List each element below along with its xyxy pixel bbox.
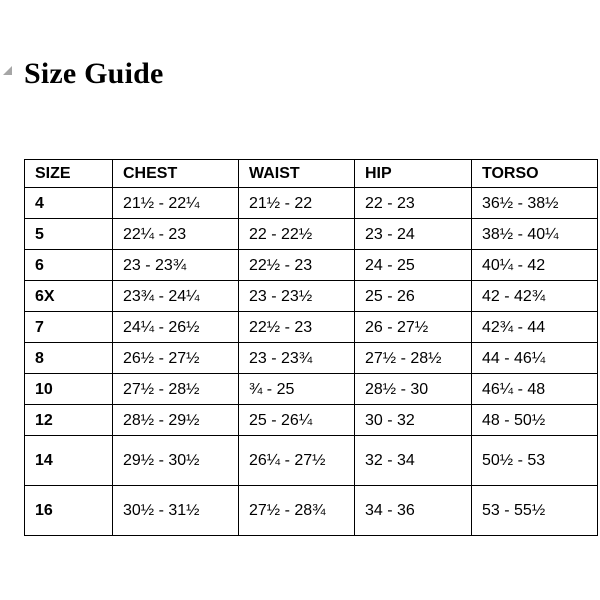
torso-cell: 53 - 55½: [472, 486, 598, 536]
header-waist: WAIST: [239, 160, 355, 188]
hip-cell: 28½ - 30: [355, 374, 472, 405]
hip-cell: 24 - 25: [355, 250, 472, 281]
torso-cell: 44 - 46¼: [472, 343, 598, 374]
hip-cell: 25 - 26: [355, 281, 472, 312]
torso-cell: 40¼ - 42: [472, 250, 598, 281]
hip-cell: 34 - 36: [355, 486, 472, 536]
table-row: [25, 405, 598, 436]
size-cell: 8: [25, 343, 113, 374]
waist-cell: 22 - 22½: [239, 219, 355, 250]
size-cell: 10: [25, 374, 113, 405]
chest-cell: 21½ - 22¼: [113, 188, 239, 219]
torso-cell: 38½ - 40¼: [472, 219, 598, 250]
size-cell: 6: [25, 250, 113, 281]
table-row: [25, 188, 598, 219]
size-cell: 16: [25, 486, 113, 536]
size-guide-table: [24, 159, 598, 536]
header-chest: CHEST: [113, 160, 239, 188]
waist-cell: 25 - 26¼: [239, 405, 355, 436]
header-size: SIZE: [25, 160, 113, 188]
waist-cell: 21½ - 22: [239, 188, 355, 219]
table-row: [25, 486, 598, 536]
torso-cell: 42¾ - 44: [472, 312, 598, 343]
torso-cell: 42 - 42¾: [472, 281, 598, 312]
table-row: [25, 343, 598, 374]
chest-cell: 27½ - 28½: [113, 374, 239, 405]
hip-cell: 27½ - 28½: [355, 343, 472, 374]
chest-cell: 26½ - 27½: [113, 343, 239, 374]
chest-cell: 29½ - 30½: [113, 436, 239, 486]
table-row: [25, 219, 598, 250]
waist-cell: ¾ - 25: [239, 374, 355, 405]
chest-cell: 30½ - 31½: [113, 486, 239, 536]
size-cell: 4: [25, 188, 113, 219]
chest-cell: 23 - 23¾: [113, 250, 239, 281]
size-cell: 12: [25, 405, 113, 436]
header-torso: TORSO: [472, 160, 598, 188]
waist-cell: 26¼ - 27½: [239, 436, 355, 486]
collapse-arrow-icon[interactable]: [3, 66, 12, 75]
table-row: [25, 250, 598, 281]
chest-cell: 22¼ - 23: [113, 219, 239, 250]
waist-cell: 22½ - 23: [239, 312, 355, 343]
table-header-row: [25, 160, 598, 188]
waist-cell: 23 - 23¾: [239, 343, 355, 374]
table-row: [25, 436, 598, 486]
hip-cell: 22 - 23: [355, 188, 472, 219]
torso-cell: 36½ - 38½: [472, 188, 598, 219]
table-row: [25, 374, 598, 405]
hip-cell: 23 - 24: [355, 219, 472, 250]
torso-cell: 46¼ - 48: [472, 374, 598, 405]
hip-cell: 30 - 32: [355, 405, 472, 436]
waist-cell: 27½ - 28¾: [239, 486, 355, 536]
chest-cell: 23¾ - 24¼: [113, 281, 239, 312]
torso-cell: 50½ - 53: [472, 436, 598, 486]
page-title: Size Guide: [24, 57, 164, 90]
size-cell: 14: [25, 436, 113, 486]
torso-cell: 48 - 50½: [472, 405, 598, 436]
chest-cell: 24¼ - 26½: [113, 312, 239, 343]
hip-cell: 32 - 34: [355, 436, 472, 486]
table-row: [25, 281, 598, 312]
size-cell: 5: [25, 219, 113, 250]
header-hip: HIP: [355, 160, 472, 188]
size-cell: 7: [25, 312, 113, 343]
size-cell: 6X: [25, 281, 113, 312]
table-row: [25, 312, 598, 343]
hip-cell: 26 - 27½: [355, 312, 472, 343]
waist-cell: 22½ - 23: [239, 250, 355, 281]
waist-cell: 23 - 23½: [239, 281, 355, 312]
chest-cell: 28½ - 29½: [113, 405, 239, 436]
